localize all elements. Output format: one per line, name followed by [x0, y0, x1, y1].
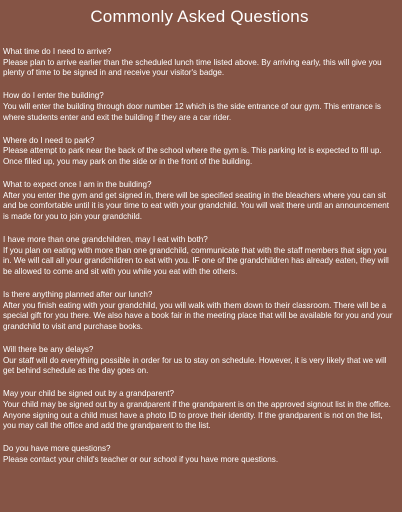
faq-question: Is there anything planned after our lunch?: [3, 290, 153, 300]
faq-question: What to expect once I am in the building?: [3, 180, 152, 190]
faq-item-delays: [3, 345, 396, 377]
faq-item-more-questions: [3, 444, 396, 465]
faq-answer: Please contact your child's teacher or our school if you have more questions.: [3, 454, 279, 464]
faq-answer: After you finish eating with your grandchild, you will walk with them down to their classroom. There will be a special gift for you there. We also have a book fair in the meeting place that will be available for you and your grandchild to visit and purchase books.: [3, 300, 393, 331]
faq-item-arrival-time: [3, 47, 396, 79]
faq-answer: Please attempt to park near the back of the school where the gym is. This parking lot is expected to fill up. Once filled up, you may park on the side or in the front of the building.: [3, 146, 382, 166]
faq-item-multiple-grandchildren: [3, 235, 396, 277]
faq-item-sign-out: [3, 389, 396, 431]
faq-answer: Our staff will do everything possible in order for us to stay on schedule. However, it is very likely that we will get behind schedule as the day goes on.: [3, 355, 387, 376]
faq-answer: After you enter the gym and get signed in, there will be specified seating in the bleachers where you can sit and be comfortable until it is your time to eat with your grandchild. You will wait there until an announcement is made for you to join your grandchild.: [3, 190, 390, 221]
faq-answer: You will enter the building through door number 12 which is the side entrance of our gym. This entrance is where students enter and exit the building if they are a car rider.: [3, 101, 381, 122]
faq-answer: If you plan on eating with more than one grandchild, communicate that with the staff members that sign you in. We will call all your grandchildren to eat with you. IF one of the grandchildren has already eaten, they will be allowed to come and sit with you while you eat with the others.: [3, 245, 389, 276]
faq-item-after-lunch: [3, 290, 396, 332]
faq-question: What time do I need to arrive?: [3, 47, 112, 56]
faq-question: Where do I need to park?: [3, 135, 95, 145]
faq-answer: Your child may be signed out by a grandparent if the grandparent is on the approved signout list in the office. Anyone signing out a child must have a photo ID to prove their identity. If the grandparent is not on the list, you may call the office and add the grandparent to the list.: [3, 400, 391, 431]
faq-question: How do I enter the building?: [3, 91, 104, 101]
faq-question: Will there be any delays?: [3, 345, 94, 355]
faq-list: [3, 47, 396, 466]
faq-item-what-to-expect: [3, 180, 396, 222]
faq-question: Do you have more questions?: [3, 444, 111, 454]
faq-item-parking: [3, 136, 396, 168]
faq-item-enter-building: [3, 91, 396, 123]
faq-question: I have more than one grandchildren, may I eat with both?: [3, 235, 208, 245]
page-title: Commonly Asked Questions: [90, 7, 309, 26]
faq-answer: Please plan to arrive earlier than the scheduled lunch time listed above. By arriving early, this will give you plenty of time to be signed in and receive your visitor's badge.: [3, 57, 382, 78]
faq-question: May your child be signed out by a grandparent?: [3, 389, 174, 399]
